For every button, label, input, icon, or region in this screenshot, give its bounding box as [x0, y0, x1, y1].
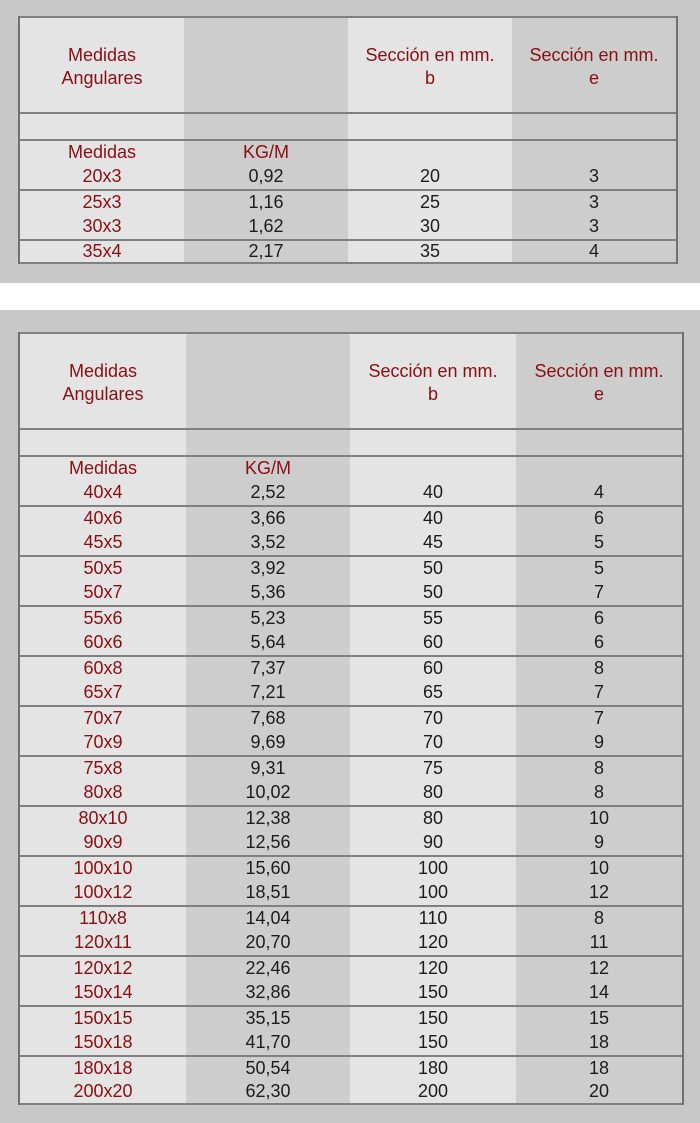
medida-cell: 50x7	[20, 580, 186, 605]
seccion-b-cell: 90	[350, 830, 516, 855]
seccion-b-cell: 200	[350, 1080, 516, 1103]
seccion-b-cell: 70	[350, 707, 516, 730]
medida-cell: 75x8	[20, 757, 186, 780]
kgm-cell: 12,56	[186, 830, 350, 855]
kgm-cell: 5,23	[186, 607, 350, 630]
seccion-e-cell: 11	[516, 930, 682, 955]
seccion-e-cell: 8	[516, 657, 682, 680]
kgm-cell: 3,52	[186, 530, 350, 555]
table-row	[20, 680, 682, 705]
medida-cell: 120x11	[20, 930, 186, 955]
medida-cell: 25x3	[20, 191, 184, 214]
seccion-e-cell: 3	[512, 214, 676, 239]
seccion-e-cell: 18	[516, 1057, 682, 1080]
subheader-kgm: KG/M	[184, 141, 348, 164]
seccion-e-cell: 4	[516, 480, 682, 505]
table-row	[20, 555, 682, 580]
table-row	[20, 805, 682, 830]
kgm-cell: 20,70	[186, 930, 350, 955]
medida-cell: 180x18	[20, 1057, 186, 1080]
subheader-empty-e	[512, 141, 676, 164]
header-medidas-angulares: Medidas Angulares	[20, 18, 184, 112]
medida-cell: 20x3	[20, 164, 184, 189]
seccion-e-cell: 5	[516, 530, 682, 555]
table-header	[20, 16, 676, 112]
kgm-cell: 0,92	[184, 164, 348, 189]
subheader-empty-b	[348, 141, 512, 164]
seccion-b-cell: 30	[348, 214, 512, 239]
seccion-b-cell: 40	[350, 480, 516, 505]
table-row	[20, 530, 682, 555]
seccion-e-cell: 6	[516, 630, 682, 655]
medida-cell: 65x7	[20, 680, 186, 705]
kgm-cell: 1,16	[184, 191, 348, 214]
header-empty	[186, 334, 350, 428]
table-left-rule	[18, 16, 20, 264]
seccion-e-cell: 9	[516, 830, 682, 855]
seccion-e-cell: 18	[516, 1030, 682, 1055]
seccion-b-cell: 150	[350, 980, 516, 1005]
medida-cell: 70x7	[20, 707, 186, 730]
seccion-b-cell: 20	[348, 164, 512, 189]
table-row	[20, 930, 682, 955]
seccion-e-cell: 10	[516, 807, 682, 830]
seccion-e-cell: 3	[512, 164, 676, 189]
table-row	[20, 780, 682, 805]
kgm-cell: 7,68	[186, 707, 350, 730]
medida-cell: 35x4	[20, 241, 184, 262]
table-right-rule	[682, 332, 684, 1105]
kgm-cell: 5,36	[186, 580, 350, 605]
kgm-cell: 14,04	[186, 907, 350, 930]
seccion-e-cell: 6	[516, 607, 682, 630]
medida-cell: 30x3	[20, 214, 184, 239]
seccion-b-cell: 120	[350, 957, 516, 980]
medida-cell: 120x12	[20, 957, 186, 980]
seccion-e-cell: 4	[512, 241, 676, 262]
table-row	[20, 655, 682, 680]
angular-sizes-table-1	[20, 16, 676, 264]
kgm-cell: 32,86	[186, 980, 350, 1005]
medida-cell: 40x6	[20, 507, 186, 530]
medida-cell: 100x10	[20, 857, 186, 880]
kgm-cell: 9,69	[186, 730, 350, 755]
medida-cell: 55x6	[20, 607, 186, 630]
seccion-b-cell: 180	[350, 1057, 516, 1080]
table-row	[20, 214, 676, 239]
seccion-b-cell: 60	[350, 657, 516, 680]
table-row	[20, 1080, 682, 1105]
medida-cell: 150x18	[20, 1030, 186, 1055]
seccion-e-cell: 12	[516, 957, 682, 980]
subheader-medidas: Medidas	[20, 457, 186, 480]
table-panel-1	[0, 0, 700, 283]
kgm-cell: 3,92	[186, 557, 350, 580]
kgm-cell: 3,66	[186, 507, 350, 530]
seccion-e-cell: 20	[516, 1080, 682, 1103]
kgm-cell: 7,21	[186, 680, 350, 705]
seccion-b-cell: 120	[350, 930, 516, 955]
table-row	[20, 755, 682, 780]
kgm-cell: 12,38	[186, 807, 350, 830]
header-seccion-b: Sección en mm. b	[348, 18, 512, 112]
medida-cell: 60x6	[20, 630, 186, 655]
header-seccion-b: Sección en mm. b	[350, 334, 516, 428]
seccion-b-cell: 65	[350, 680, 516, 705]
medida-cell: 40x4	[20, 480, 186, 505]
seccion-e-cell: 7	[516, 580, 682, 605]
medida-cell: 100x12	[20, 880, 186, 905]
table-row	[20, 505, 682, 530]
kgm-cell: 62,30	[186, 1080, 350, 1103]
table-row	[20, 905, 682, 930]
medida-cell: 90x9	[20, 830, 186, 855]
header-seccion-e: Sección en mm. e	[512, 18, 676, 112]
kgm-cell: 2,17	[184, 241, 348, 262]
header-seccion-e: Sección en mm. e	[516, 334, 682, 428]
table-row	[20, 239, 676, 264]
seccion-e-cell: 12	[516, 880, 682, 905]
seccion-e-cell: 5	[516, 557, 682, 580]
subheader-empty-b	[350, 457, 516, 480]
medida-cell: 80x10	[20, 807, 186, 830]
table-row	[20, 1005, 682, 1030]
table-row	[20, 855, 682, 880]
seccion-e-cell: 14	[516, 980, 682, 1005]
table-body	[20, 164, 676, 264]
seccion-e-cell: 8	[516, 780, 682, 805]
table-row	[20, 1030, 682, 1055]
table-left-rule	[18, 332, 20, 1105]
kgm-cell: 1,62	[184, 214, 348, 239]
table-row	[20, 830, 682, 855]
kgm-cell: 10,02	[186, 780, 350, 805]
seccion-b-cell: 150	[350, 1030, 516, 1055]
table-panel-2	[0, 310, 700, 1123]
seccion-b-cell: 55	[350, 607, 516, 630]
table-row	[20, 955, 682, 980]
medida-cell: 80x8	[20, 780, 186, 805]
subheader-row	[20, 139, 676, 164]
medida-cell: 110x8	[20, 907, 186, 930]
seccion-b-cell: 35	[348, 241, 512, 262]
table-right-rule	[676, 16, 678, 264]
seccion-e-cell: 3	[512, 191, 676, 214]
seccion-e-cell: 7	[516, 707, 682, 730]
table-row	[20, 1055, 682, 1080]
medida-cell: 70x9	[20, 730, 186, 755]
kgm-cell: 7,37	[186, 657, 350, 680]
medida-cell: 45x5	[20, 530, 186, 555]
table-row	[20, 730, 682, 755]
table-row	[20, 630, 682, 655]
table-row	[20, 480, 682, 505]
kgm-cell: 50,54	[186, 1057, 350, 1080]
table-row	[20, 880, 682, 905]
subheader-row	[20, 455, 682, 480]
seccion-b-cell: 80	[350, 780, 516, 805]
seccion-b-cell: 100	[350, 857, 516, 880]
subheader-empty-e	[516, 457, 682, 480]
seccion-b-cell: 80	[350, 807, 516, 830]
medida-cell: 50x5	[20, 557, 186, 580]
table-body	[20, 480, 682, 1105]
seccion-b-cell: 150	[350, 1007, 516, 1030]
table-row	[20, 164, 676, 189]
seccion-b-cell: 50	[350, 557, 516, 580]
kgm-cell: 18,51	[186, 880, 350, 905]
seccion-b-cell: 50	[350, 580, 516, 605]
seccion-b-cell: 100	[350, 880, 516, 905]
header-spacer	[20, 112, 676, 139]
kgm-cell: 22,46	[186, 957, 350, 980]
kgm-cell: 15,60	[186, 857, 350, 880]
seccion-e-cell: 6	[516, 507, 682, 530]
seccion-e-cell: 9	[516, 730, 682, 755]
table-row	[20, 580, 682, 605]
medida-cell: 60x8	[20, 657, 186, 680]
kgm-cell: 5,64	[186, 630, 350, 655]
seccion-b-cell: 110	[350, 907, 516, 930]
seccion-b-cell: 45	[350, 530, 516, 555]
medida-cell: 200x20	[20, 1080, 186, 1103]
subheader-medidas: Medidas	[20, 141, 184, 164]
table-row	[20, 705, 682, 730]
seccion-b-cell: 70	[350, 730, 516, 755]
seccion-b-cell: 40	[350, 507, 516, 530]
header-empty	[184, 18, 348, 112]
header-medidas-angulares: Medidas Angulares	[20, 334, 186, 428]
seccion-e-cell: 15	[516, 1007, 682, 1030]
table-header	[20, 332, 682, 428]
kgm-cell: 2,52	[186, 480, 350, 505]
table-row	[20, 980, 682, 1005]
seccion-b-cell: 25	[348, 191, 512, 214]
medida-cell: 150x15	[20, 1007, 186, 1030]
subheader-kgm: KG/M	[186, 457, 350, 480]
table-row	[20, 189, 676, 214]
seccion-e-cell: 8	[516, 907, 682, 930]
seccion-e-cell: 8	[516, 757, 682, 780]
kgm-cell: 35,15	[186, 1007, 350, 1030]
angular-sizes-table-2	[20, 332, 682, 1105]
seccion-b-cell: 60	[350, 630, 516, 655]
header-spacer	[20, 428, 682, 455]
kgm-cell: 41,70	[186, 1030, 350, 1055]
kgm-cell: 9,31	[186, 757, 350, 780]
table-row	[20, 605, 682, 630]
medida-cell: 150x14	[20, 980, 186, 1005]
seccion-b-cell: 75	[350, 757, 516, 780]
seccion-e-cell: 10	[516, 857, 682, 880]
seccion-e-cell: 7	[516, 680, 682, 705]
